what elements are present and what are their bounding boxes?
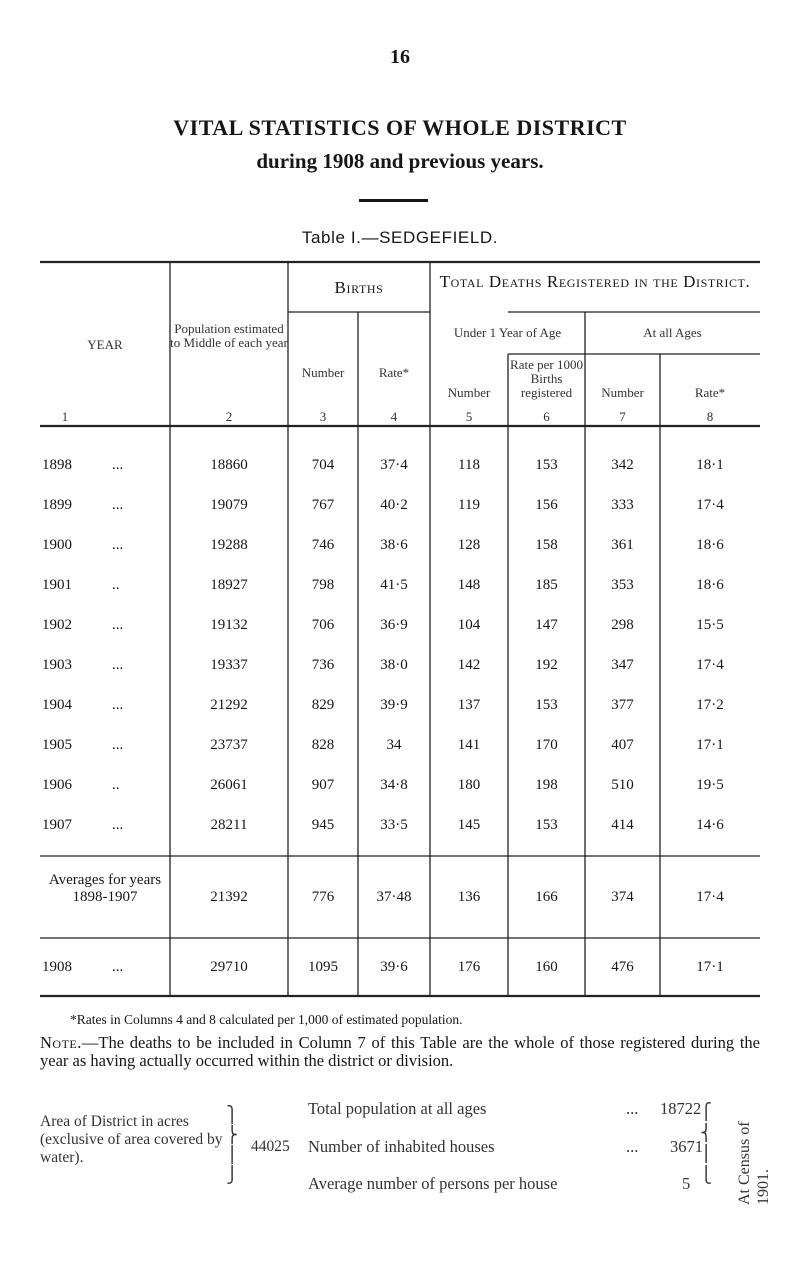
header-deaths-rate: Rate* (694, 385, 726, 400)
header-deaths-number: Number (601, 385, 644, 400)
averages-births-number: 776 (311, 889, 335, 905)
row-infant-number: 180 (457, 777, 481, 793)
table-title: Table I.—SEDGEFIELD. (301, 228, 499, 247)
row-births-rate: 41·5 (380, 577, 408, 593)
page-title: VITAL STATISTICS OF WHOLE DISTRICT (173, 115, 627, 140)
header-all-ages: At all Ages (643, 325, 702, 340)
row-deaths-number: 377 (611, 697, 634, 713)
row-infant-number: 137 (457, 697, 481, 713)
row-births-number: 767 (311, 497, 335, 513)
row-deaths-rate: 17·4 (696, 497, 724, 513)
row-deaths-number: 298 (611, 617, 634, 633)
averages-deaths-number: 374 (611, 889, 634, 905)
row-year: 1907 (42, 817, 72, 833)
total-population-label: Total population at all ages (308, 1099, 487, 1118)
row-population: 18927 (210, 577, 248, 593)
row-births-rate: 38·6 (380, 537, 408, 553)
row-dots: ... (112, 657, 124, 673)
row-infant-rate: 153 (535, 817, 558, 833)
current-deaths-rate: 17·1 (696, 959, 724, 975)
row-population: 28211 (210, 817, 248, 833)
row-infant-number: 128 (457, 537, 481, 553)
row-births-number: 945 (311, 817, 335, 833)
census-note: At Census of 1901. (736, 1121, 772, 1205)
row-births-number: 704 (311, 457, 335, 473)
current-births-number: 1095 (308, 959, 338, 975)
note-label: Note. (40, 1033, 82, 1052)
row-dots: .. (112, 777, 120, 793)
column-number: 7 (619, 409, 626, 424)
current-deaths-number: 476 (611, 959, 634, 975)
column-number: 5 (465, 409, 473, 424)
row-deaths-number: 510 (611, 777, 634, 793)
page-subtitle: during 1908 and previous years. (256, 149, 544, 173)
row-births-rate: 38·0 (380, 657, 408, 673)
title-rule (359, 199, 428, 202)
row-births-rate: 33·5 (380, 817, 408, 833)
row-deaths-rate: 15·5 (696, 617, 724, 633)
row-deaths-rate: 17·2 (696, 697, 724, 713)
row-dots: ... (112, 817, 124, 833)
header-population: Population estimated to Middle of each year (170, 321, 288, 350)
row-infant-rate: 156 (535, 497, 558, 513)
row-deaths-number: 414 (611, 817, 634, 833)
averages-deaths-rate: 17·4 (696, 889, 724, 905)
row-year: 1905 (42, 737, 72, 753)
row-births-rate: 40·2 (380, 497, 408, 513)
header-infant-rate: Rate per 1000 Births registered (510, 357, 583, 400)
note-text: —The deaths to be included in Column 7 of this Table are the whole of those registered during the year as having actually occurred within the district or division. (40, 1033, 760, 1070)
left-brace: ⎫ ⎬ ⎪ ⎭ (226, 1107, 238, 1184)
header-under-1-year: Under 1 Year of Age (453, 325, 562, 340)
inhabited-houses-leader: ... (626, 1137, 639, 1156)
row-infant-rate: 185 (535, 577, 558, 593)
row-births-number: 829 (311, 697, 335, 713)
row-deaths-number: 347 (611, 657, 634, 673)
row-dots: ... (112, 617, 124, 633)
row-dots: ... (112, 737, 124, 753)
inhabited-houses-value: 3671 (670, 1137, 703, 1156)
row-year: 1901 (42, 577, 72, 593)
row-year: 1898 (42, 457, 72, 473)
row-deaths-number: 333 (611, 497, 634, 513)
current-infant-number: 176 (457, 959, 481, 975)
header-year: YEAR (87, 337, 123, 352)
row-year: 1903 (42, 657, 72, 673)
note (40, 1034, 760, 1070)
row-population: 26061 (210, 777, 248, 793)
row-population: 21292 (210, 697, 248, 713)
row-infant-rate: 147 (535, 617, 558, 633)
row-deaths-rate: 19·5 (696, 777, 724, 793)
current-dots: ... (112, 959, 124, 975)
row-infant-number: 119 (458, 497, 480, 513)
row-year: 1906 (42, 777, 72, 793)
row-births-number: 706 (311, 617, 335, 633)
column-number: 4 (390, 409, 398, 424)
row-dots: ... (112, 537, 124, 553)
row-infant-rate: 153 (535, 697, 558, 713)
row-year: 1902 (42, 617, 72, 633)
row-infant-rate: 153 (535, 457, 558, 473)
header-births-number: Number (301, 365, 345, 380)
total-population-leader: ... (626, 1099, 639, 1118)
row-deaths-number: 361 (611, 537, 634, 553)
row-year: 1904 (42, 697, 72, 713)
row-deaths-rate: 18·6 (696, 577, 724, 593)
row-dots: ... (112, 457, 124, 473)
averages-infant-number: 136 (457, 889, 481, 905)
row-deaths-number: 407 (611, 737, 634, 753)
current-year: 1908 (42, 959, 72, 975)
row-dots: ... (112, 497, 124, 513)
header-births: Births (334, 278, 384, 297)
area-label: Area of District in acres (exclusive of area covered by water). (40, 1113, 223, 1166)
row-deaths-rate: 18·6 (696, 537, 724, 553)
averages-births-rate: 37·48 (376, 889, 412, 905)
row-births-rate: 36·9 (380, 617, 408, 633)
row-infant-rate: 158 (535, 537, 558, 553)
column-number: 2 (225, 409, 233, 424)
row-births-number: 907 (311, 777, 335, 793)
row-population: 19079 (210, 497, 248, 513)
inhabited-houses-label: Number of inhabited houses (308, 1137, 495, 1156)
row-births-number: 828 (311, 737, 335, 753)
column-number: 8 (706, 409, 714, 424)
row-population: 19288 (210, 537, 248, 553)
total-population-value: 18722 (660, 1099, 702, 1118)
header-total-deaths: Total Deaths Registered in the District. (439, 272, 751, 291)
current-infant-rate: 160 (535, 959, 558, 975)
row-infant-rate: 170 (535, 737, 558, 753)
header-births-rate: Rate* (378, 365, 410, 380)
row-births-rate: 39·9 (380, 697, 408, 713)
row-infant-number: 148 (457, 577, 481, 593)
row-dots: ... (112, 697, 124, 713)
row-deaths-rate: 18·1 (696, 457, 724, 473)
averages-population: 21392 (210, 889, 248, 905)
averages-infant-rate: 166 (535, 889, 558, 905)
row-year: 1899 (42, 497, 72, 513)
current-births-rate: 39·6 (380, 959, 408, 975)
row-deaths-number: 353 (611, 577, 634, 593)
row-deaths-number: 342 (611, 457, 634, 473)
row-deaths-rate: 17·4 (696, 657, 724, 673)
current-population: 29710 (210, 959, 248, 975)
row-population: 19132 (210, 617, 248, 633)
row-deaths-rate: 17·1 (696, 737, 724, 753)
row-infant-number: 145 (457, 817, 481, 833)
avg-persons-value: 5 (682, 1174, 691, 1193)
row-infant-number: 118 (458, 457, 480, 473)
column-number: 1 (61, 409, 69, 424)
averages-label: Averages for years 1898-1907 (48, 872, 162, 905)
header-infant-number: Number (447, 385, 491, 400)
avg-persons-label: Average number of persons per house (308, 1174, 558, 1193)
row-infant-number: 142 (457, 657, 481, 673)
row-deaths-rate: 14·6 (696, 817, 724, 833)
row-year: 1900 (42, 537, 72, 553)
row-births-number: 798 (311, 577, 335, 593)
area-value: 44025 (251, 1138, 290, 1155)
row-infant-rate: 198 (535, 777, 558, 793)
row-births-rate: 34 (386, 737, 402, 753)
row-population: 18860 (210, 457, 248, 473)
row-infant-number: 141 (457, 737, 481, 753)
row-dots: .. (112, 577, 120, 593)
row-births-number: 746 (311, 537, 335, 553)
column-number: 6 (543, 409, 550, 424)
right-brace: ⎧ ⎨ ⎪ ⎩ (700, 1104, 712, 1184)
row-births-rate: 34·8 (380, 777, 408, 793)
row-population: 23737 (210, 737, 248, 753)
row-infant-rate: 192 (535, 657, 558, 673)
column-number: 3 (319, 409, 327, 424)
page-number: 16 (390, 46, 410, 68)
row-births-number: 736 (311, 657, 335, 673)
row-population: 19337 (210, 657, 248, 673)
row-infant-number: 104 (457, 617, 481, 633)
footnote: *Rates in Columns 4 and 8 calculated per 1,000 of estimated population. (70, 1012, 463, 1027)
row-births-rate: 37·4 (380, 457, 408, 473)
